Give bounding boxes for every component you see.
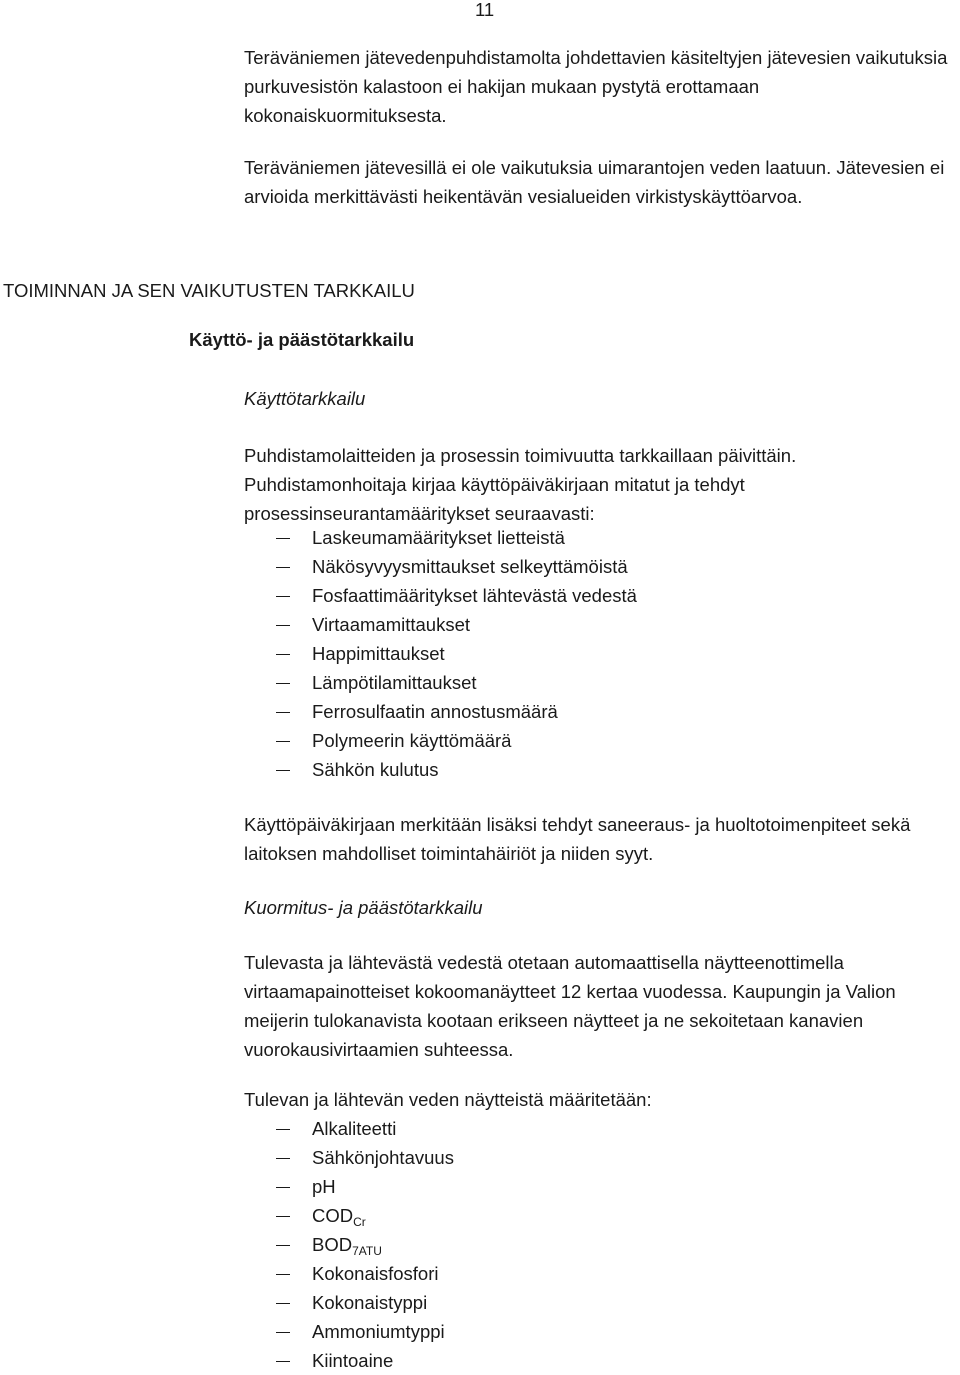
paragraph-process-monitoring: Puhdistamolaitteiden ja prosessin toimivuutta tarkkaillaan päivittäin. Puhdistamonhoitaja kirjaa käyttöpäiväkirjaan mitatut ja tehdyt prosessinseurantamääritykset seuraavasti: bbox=[244, 445, 797, 524]
list-item: Lämpötilamittaukset bbox=[276, 668, 637, 697]
list-item: Polymeerin käyttömäärä bbox=[276, 726, 637, 755]
paragraph-effects-fish: Teräväniemen jätevedenpuhdistamolta johdettavien käsiteltyjen jätevesien vaikutuksia purkuvesistön kalastoon ei hakijan mukaan pystytä erottamaan kokonaiskuormituksesta. bbox=[244, 47, 948, 126]
list-item: Näkösyvyysmittaukset selkeyttämöistä bbox=[276, 552, 637, 581]
italic-heading-kuormitus: Kuormitus- ja päästötarkkailu bbox=[244, 897, 483, 918]
list-item: Kokonaisfosfori bbox=[276, 1259, 454, 1288]
list-item: Laskeumamääritykset lietteistä bbox=[276, 523, 637, 552]
list-item: Kokonaistyppi bbox=[276, 1288, 454, 1317]
list-item: Fosfaattimääritykset lähtevästä vedestä bbox=[276, 581, 637, 610]
cod-subscript: Cr bbox=[353, 1215, 366, 1229]
list-item: Happimittaukset bbox=[276, 639, 637, 668]
bod-subscript: 7ATU bbox=[352, 1244, 382, 1258]
list-item: Kiintoaine bbox=[276, 1346, 454, 1375]
list-item: Ferrosulfaatin annostusmäärä bbox=[276, 697, 637, 726]
paragraph-determinations: Tulevan ja lähtevän veden näytteistä määritetään: bbox=[244, 1089, 652, 1110]
list-item: Sähkön kulutus bbox=[276, 755, 637, 784]
page-number: 11 bbox=[475, 0, 495, 20]
paragraph-logbook: Käyttöpäiväkirjaan merkitään lisäksi tehdyt saneeraus- ja huoltotoimenpiteet sekä laitoksen mahdolliset toimintahäiriöt ja niiden syyt. bbox=[244, 814, 911, 864]
list-item: Sähkönjohtavuus bbox=[276, 1143, 454, 1172]
list-item bbox=[276, 1230, 454, 1259]
list-item: Virtaamamittaukset bbox=[276, 610, 637, 639]
paragraph-effects-bathing: Teräväniemen jätevesillä ei ole vaikutuksia uimarantojen veden laatuun. Jätevesien ei arvioida merkittävästi heikentävän vesialueiden virkistyskäyttöarvoa. bbox=[244, 157, 945, 207]
paragraph-sampling: Tulevasta ja lähtevästä vedestä otetaan automaattisella näytteenottimella virtaamapainotteiset kokoomanäytteet 12 kertaa vuodessa. Kaupungin ja Valion meijerin tulokanavista kootaan erikseen näytteet ja ne sekoitetaan kanavien vuorokausivirtaamien suhteessa. bbox=[244, 952, 896, 1060]
list-item: Ammoniumtyppi bbox=[276, 1317, 454, 1346]
italic-heading-kayttotarkkailu: Käyttötarkkailu bbox=[244, 388, 366, 409]
list-item: pH bbox=[276, 1172, 454, 1201]
subsection-heading: Käyttö- ja päästötarkkailu bbox=[189, 329, 415, 350]
measurement-list bbox=[276, 523, 637, 784]
bod-label: BOD bbox=[312, 1234, 353, 1255]
list-item bbox=[276, 1201, 454, 1230]
list-item: Alkaliteetti bbox=[276, 1114, 454, 1143]
cod-label: COD bbox=[312, 1205, 354, 1226]
section-heading: TOIMINNAN JA SEN VAIKUTUSTEN TARKKAILU bbox=[3, 280, 415, 301]
parameter-list bbox=[276, 1114, 454, 1375]
